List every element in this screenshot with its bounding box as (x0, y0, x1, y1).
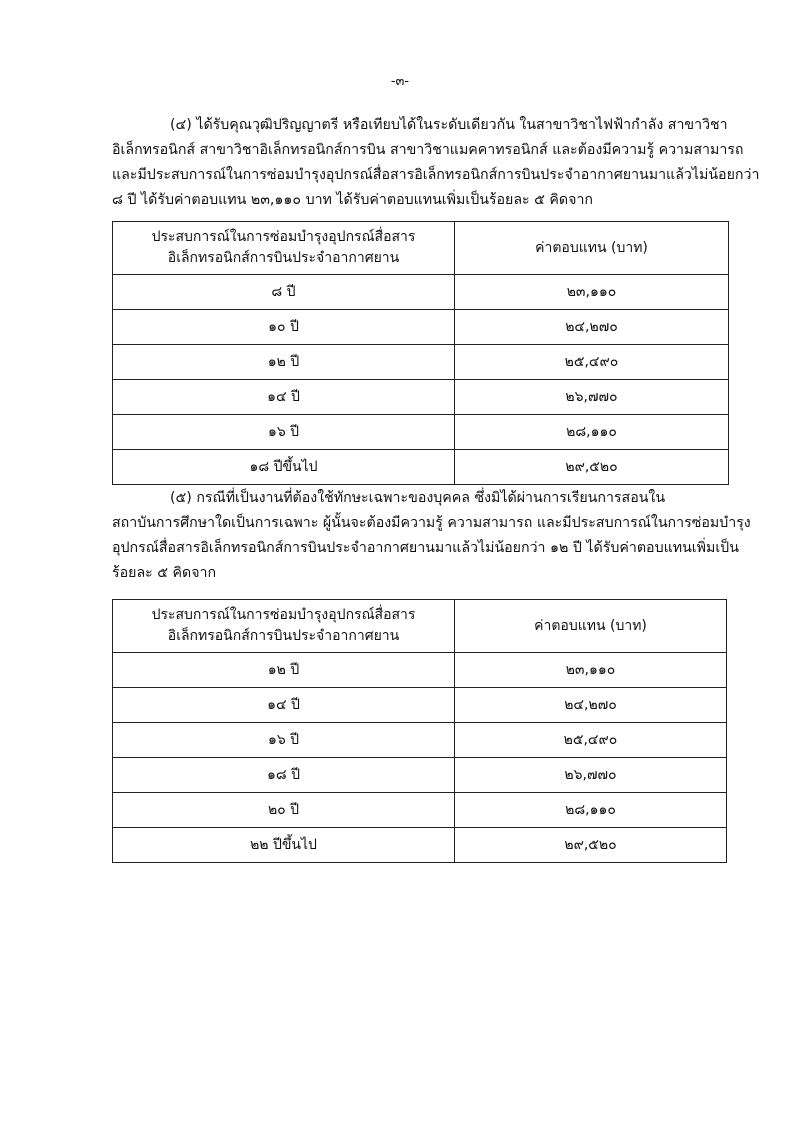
table-row (113, 723, 727, 758)
paragraph-line: อิเล็กทรอนิกส์ สาขาวิชาอิเล็กทรอนิกส์การบิน สาขาวิชาแมคคาทรอนิกส์ และต้องมีความรู้ ความสามารถ (112, 142, 744, 158)
table-row (113, 380, 729, 415)
compensation-cell: ๒๓,๑๑๐ (455, 653, 727, 688)
table-row (113, 275, 729, 310)
table-row (113, 793, 727, 828)
compensation-cell: ๒๓,๑๑๐ (455, 275, 729, 310)
compensation-column-header: ค่าตอบแทน (บาท) (455, 222, 729, 275)
table-row (113, 688, 727, 723)
section-4-paragraph (112, 113, 760, 213)
experience-column-header: ประสบการณ์ในการซ่อมบำรุงอุปกรณ์สื่อสาร อิเล็กทรอนิกส์การบินประจำอากาศยาน (113, 600, 455, 653)
table-row (113, 345, 729, 380)
compensation-table-section-4 (112, 221, 729, 485)
compensation-cell: ๒๕,๔๙๐ (455, 723, 727, 758)
experience-column-header: ประสบการณ์ในการซ่อมบำรุงอุปกรณ์สื่อสาร อิเล็กทรอนิกส์การบินประจำอากาศยาน (113, 222, 455, 275)
section-5-paragraph (112, 486, 751, 586)
paragraph-line: ร้อยละ ๕ คิดจาก (112, 565, 217, 581)
table-row (113, 758, 727, 793)
compensation-column-header: ค่าตอบแทน (บาท) (455, 600, 727, 653)
paragraph-line: (๔) ได้รับคุณวุฒิปริญญาตรี หรือเทียบได้ในระดับเดียวกัน ในสาขาวิชาไฟฟ้ากำลัง สาขาวิชา (170, 117, 728, 133)
compensation-cell: ๒๙,๕๒๐ (455, 828, 727, 863)
compensation-cell: ๒๔,๒๗๐ (455, 310, 729, 345)
compensation-cell: ๒๕,๔๙๐ (455, 345, 729, 380)
table-row (113, 310, 729, 345)
experience-cell: ๑๘ ปี (113, 758, 455, 793)
paragraph-line: (๕) กรณีที่เป็นงานที่ต้องใช้ทักษะเฉพาะของบุคคล ซึ่งมิได้ผ่านการเรียนการสอนใน (170, 490, 666, 506)
compensation-cell: ๒๖,๗๗๐ (455, 758, 727, 793)
experience-cell: ๒๒ ปีขึ้นไป (113, 828, 455, 863)
compensation-cell: ๒๘,๑๑๐ (455, 415, 729, 450)
paragraph-line: ๘ ปี ได้รับค่าตอบแทน ๒๓,๑๑๐ บาท ได้รับค่าตอบแทนเพิ่มเป็นร้อยละ ๕ คิดจาก (112, 192, 593, 208)
compensation-cell: ๒๔,๒๗๐ (455, 688, 727, 723)
experience-cell: ๑๖ ปี (113, 723, 455, 758)
experience-cell: ๑๖ ปี (113, 415, 455, 450)
compensation-table-section-5 (112, 599, 727, 863)
experience-cell: ๑๔ ปี (113, 380, 455, 415)
compensation-cell: ๒๖,๗๗๐ (455, 380, 729, 415)
paragraph-line: อุปกรณ์สื่อสารอิเล็กทรอนิกส์การบินประจำอากาศยานมาแล้วไม่น้อยกว่า ๑๒ ปี ได้รับค่าตอบแทนเพิ่มเป็น (112, 540, 739, 556)
compensation-cell: ๒๙,๕๒๐ (455, 450, 729, 485)
experience-cell: ๑๐ ปี (113, 310, 455, 345)
table-header-row (113, 222, 729, 275)
paragraph-line: สถาบันการศึกษาใดเป็นการเฉพาะ ผู้นั้นจะต้องมีความรู้ ความสามารถ และมีประสบการณ์ในการซ่อมบำรุง (112, 515, 751, 531)
experience-cell: ๑๔ ปี (113, 688, 455, 723)
table-row (113, 828, 727, 863)
experience-cell: ๑๒ ปี (113, 345, 455, 380)
experience-cell: ๒๐ ปี (113, 793, 455, 828)
page-number: -๓- (390, 74, 410, 89)
table-row (113, 653, 727, 688)
experience-cell: ๑๒ ปี (113, 653, 455, 688)
experience-cell: ๑๘ ปีขึ้นไป (113, 450, 455, 485)
table-row (113, 450, 729, 485)
compensation-cell: ๒๘,๑๑๐ (455, 793, 727, 828)
table-row (113, 415, 729, 450)
experience-cell: ๘ ปี (113, 275, 455, 310)
table-header-row (113, 600, 727, 653)
paragraph-line: และมีประสบการณ์ในการซ่อมบำรุงอุปกรณ์สื่อสารอิเล็กทรอนิกส์การบินประจำอากาศยานมาแล้วไม่น้อยกว่า (112, 167, 760, 183)
